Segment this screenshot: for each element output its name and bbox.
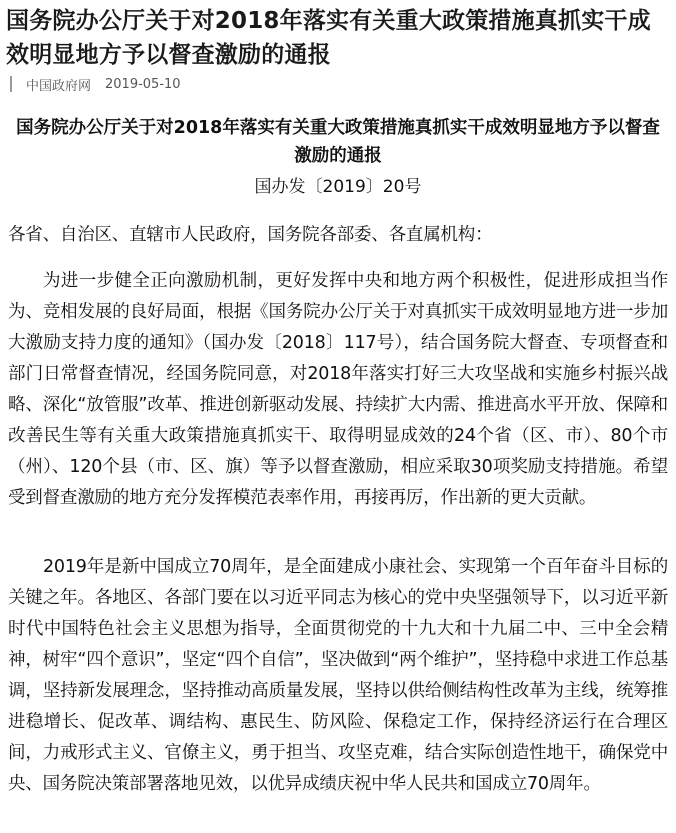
document-number: 国办发〔2019〕20号: [254, 177, 422, 197]
body-paragraph-2: 2019年是新中国成立70周年，是全面建成小康社会、实现第一个百年奋斗目标的关键之年。各地区、各部门要在以习近平同志为核心的党中央坚强领导下，以习近平新时代中国特色社会主义思想为指导，全面贯彻党的十九大和十九届二中、三中全会精神，树牢“四个意识”，坚定“四个自信”，坚决做到“两个维护”，坚持稳中求进工作总基调，坚持新发展理念，坚持推动高质量发展，坚持以供给侧结构性改革为主线，统筹推进稳增长、促改革、调结构、惠民生、防风险、保稳定工作，保持经济运行在合理区间，力戒形式主义、官僚主义，勇于担当、攻坚克难，结合实际创造性地干，确保党中央、国务院决策部署落地见效，以优异成绩庆祝中华人民共和国成立70周年。: [8, 557, 668, 794]
meta-divider: [10, 76, 12, 92]
page-title: 国务院办公厅关于对2018年落实有关重大政策措施真抓实干成效明显地方予以督查激励的通报: [6, 8, 651, 68]
salutation: 各省、自治区、直辖市人民政府，国务院各部委、各直属机构：: [8, 225, 493, 245]
body-paragraph-1: 为进一步健全正向激励机制，更好发挥中央和地方两个积极性，促进形成担当作为、竞相发展的良好局面，根据《国务院办公厅关于对真抓实干成效明显地方进一步加大激励支持力度的通知》（国办发〔2018〕117号），结合国务院大督查、专项督查和部门日常督查情况，经国务院同意，对2018年落实打好三大攻坚战和实施乡村振兴战略、深化“放管服”改革、推进创新驱动发展、持续扩大内需、推进高水平开放、保障和改善民生等有关重大政策措施真抓实干、取得明显成效的24个省（区、市）、80个市（州）、120个县（市、区、旗）等予以督查激励，相应采取30项奖励支持措施。希望受到督查激励的地方充分发挥模范表率作用，再接再厉，作出新的更大贡献。: [8, 271, 668, 508]
article-meta: [10, 74, 181, 94]
document-heading: 国务院办公厅关于对2018年落实有关重大政策措施真抓实干成效明显地方予以督查激励的通报: [16, 118, 660, 166]
article-date: 2019-05-10: [105, 76, 181, 92]
article-source: 中国政府网: [26, 78, 92, 94]
